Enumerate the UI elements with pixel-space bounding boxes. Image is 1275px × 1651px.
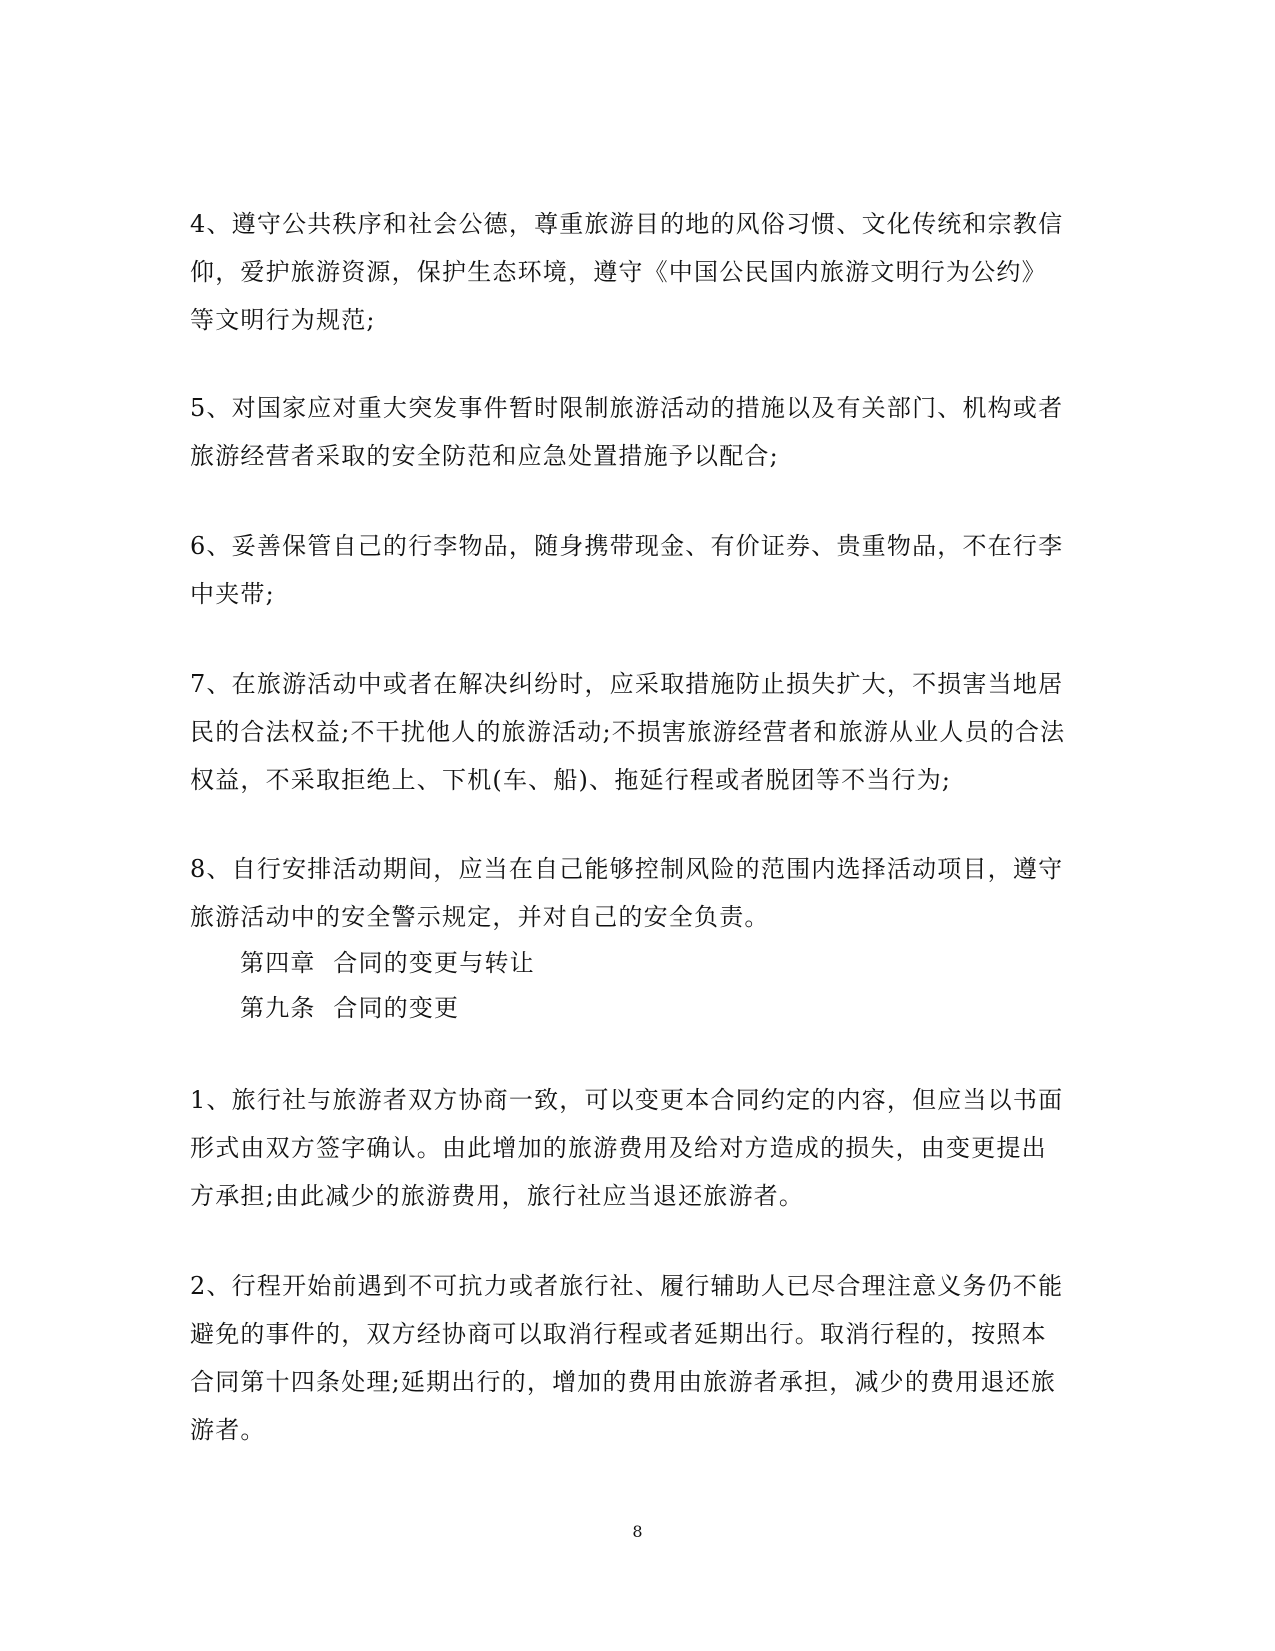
article-heading: 第九条 合同的变更	[240, 994, 460, 1022]
paragraph-item-4: 4、遵守公共秩序和社会公德，尊重旅游目的地的风俗习惯、文化传统和宗教信仰，爱护旅游资源，保护生态环境，遵守《中国公民国内旅游文明行为公约》等文明行为规范;	[190, 210, 1064, 334]
paragraph-change-1: 1、旅行社与旅游者双方协商一致，可以变更本合同约定的内容，但应当以书面形式由双方签字确认。由此增加的旅游费用及给对方造成的损失，由变更提出方承担;由此减少的旅游费用，旅行社应当退还旅游者。	[190, 1086, 1064, 1210]
chapter-heading: 第四章 合同的变更与转让	[240, 949, 535, 977]
paragraph-item-7: 7、在旅游活动中或者在解决纠纷时，应采取措施防止损失扩大，不损害当地居民的合法权益;不干扰他人的旅游活动;不损害旅游经营者和旅游从业人员的合法权益，不采取拒绝上、下机(车、船)、拖延行程或者脱团等不当行为;	[190, 670, 1066, 794]
paragraph-item-6: 6、妥善保管自己的行李物品，随身携带现金、有价证券、贵重物品，不在行李中夹带;	[190, 532, 1064, 608]
paragraph-item-8: 8、自行安排活动期间，应当在自己能够控制风险的范围内选择活动项目，遵守旅游活动中的安全警示规定，并对自己的安全负责。	[190, 855, 1064, 931]
paragraph-item-5: 5、对国家应对重大突发事件暂时限制旅游活动的措施以及有关部门、机构或者旅游经营者采取的安全防范和应急处置措施予以配合;	[190, 394, 1064, 470]
paragraph-change-2: 2、行程开始前遇到不可抗力或者旅行社、履行辅助人已尽合理注意义务仍不能避免的事件的，双方经协商可以取消行程或者延期出行。取消行程的，按照本合同第十四条处理;延期出行的，增加的费用由旅游者承担，减少的费用退还旅游者。	[190, 1272, 1064, 1444]
page-number: 8	[632, 1522, 643, 1541]
